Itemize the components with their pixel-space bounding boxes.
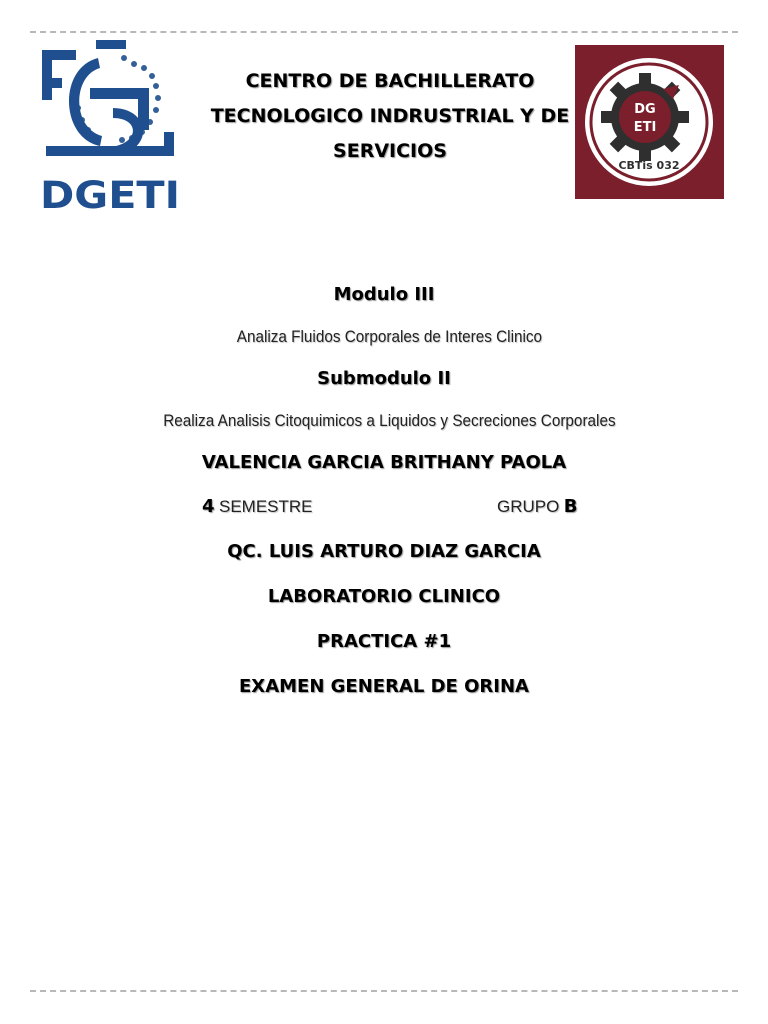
exam-title: EXAMEN GENERAL DE ORINA bbox=[239, 676, 529, 697]
semester bbox=[202, 496, 313, 517]
cbtis-logo bbox=[575, 45, 724, 199]
dgeti-logo bbox=[38, 38, 183, 213]
cbtis-logo-caption: CBTis 032 bbox=[618, 159, 680, 172]
submodule-title: Submodulo II bbox=[317, 368, 451, 389]
school-title-line-2: TECNOLOGICO INDRUSTRIAL Y DE bbox=[210, 105, 570, 127]
semester-group-row bbox=[0, 496, 768, 520]
subject-title: LABORATORIO CLINICO bbox=[267, 586, 501, 607]
semester-number: 4 bbox=[202, 496, 215, 517]
practice-title: PRACTICA #1 bbox=[316, 631, 452, 652]
semester-label: SEMESTRE bbox=[218, 497, 313, 516]
dgeti-logo-text: DGETI bbox=[40, 174, 180, 213]
school-title bbox=[175, 64, 605, 169]
school-title-line-1: CENTRO DE BACHILLERATO bbox=[245, 70, 535, 92]
group-label: GRUPO bbox=[497, 497, 560, 516]
module-title: Modulo III bbox=[333, 284, 435, 305]
module-subtitle: Analiza Fluidos Corporales de Interes Clinico bbox=[236, 327, 543, 346]
school-title-line-3: SERVICIOS bbox=[333, 140, 447, 162]
submodule-subtitle: Realiza Analisis Citoquimicos a Liquidos y Secreciones Corporales bbox=[163, 411, 616, 430]
cbtis-logo-top-text: DG bbox=[634, 102, 656, 117]
bottom-dashed-border bbox=[30, 990, 738, 992]
top-dashed-border bbox=[30, 31, 738, 33]
cbtis-logo-bottom-text: ETI bbox=[633, 120, 657, 135]
group-letter: B bbox=[563, 496, 578, 517]
teacher-name: QC. LUIS ARTURO DIAZ GARCIA bbox=[227, 541, 541, 562]
group bbox=[497, 496, 578, 517]
student-name: VALENCIA GARCIA BRITHANY PAOLA bbox=[201, 452, 567, 473]
